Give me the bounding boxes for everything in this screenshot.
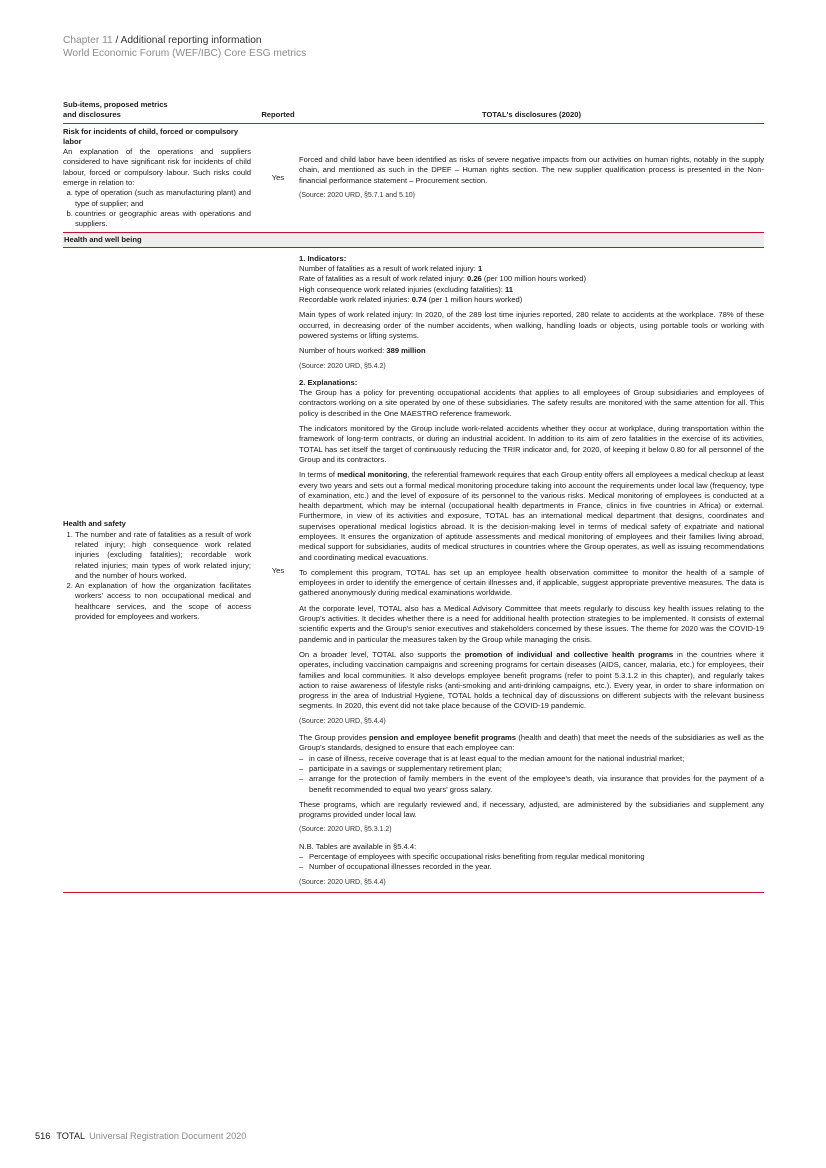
metric-title: Health and safety bbox=[63, 519, 126, 529]
list-item: – Number of occupational illnesses recorded in the year. bbox=[309, 862, 764, 872]
benefits-list bbox=[299, 754, 764, 795]
list-item: a. type of operation (such as manufacturing plant) and type of supplier; and bbox=[75, 188, 251, 209]
chapter-subtitle: World Economic Forum (WEF/IBC) Core ESG metrics bbox=[63, 48, 307, 59]
chapter-section: Additional reporting information bbox=[120, 35, 262, 46]
indicator-high-consequence: High consequence work related injuries (excluding fatalities): 11 bbox=[299, 284, 514, 294]
explanation-paragraph: In terms of medical monitoring, the referential framework requires that each Group entity offers all employees a medical checkup at least every two years and sets out a formal medical monitoring procedure taking into account the requirements under local law (frequency, type of examination, etc.) and the level of exposure of its personnel to the various risks. Medical monitoring of employees is conducted at a health department, which may be internal (occupational health departments in France, clinics in five countries in Africa) or external. Furthermore, in view of its activities and exposure, TOTAL has an international medical department that designs, coordinates and supervises operational medical logistics abroad. It is the decision-making level in terms of medical safety of expatriate and national employees. It ensures the organization of aptitude assessments and medical monitoring of employees and their families living abroad, medical support for subsidiaries, audits of medical structures in countries where the Group operates, as well as issuing recommendations and coordinating medical evacuations. bbox=[299, 470, 765, 562]
disclosure-cell bbox=[299, 247, 764, 892]
source-note: (Source: 2020 URD, §5.4.4) bbox=[299, 878, 386, 886]
explanations-heading: 2. Explanations: bbox=[299, 377, 358, 387]
column-header-disclosures: TOTAL's disclosures (2020) bbox=[299, 100, 764, 123]
esg-metrics-table bbox=[63, 100, 764, 893]
disclosure-text: Forced and child labor have been identified as risks of severe negative impacts from our activities on human rights, notably in the supply chain, and mentioned as such in the DPEF – Human rights section. The new supplier qualification process is presented in the Non-financial performance statement – Procurement section. bbox=[299, 154, 764, 185]
source-note: (Source: 2020 URD, §5.4.2) bbox=[299, 362, 386, 370]
page-footer bbox=[35, 1131, 246, 1141]
explanation-paragraph: On a broader level, TOTAL also supports the promotion of individual and collective health programs in the countries where it operates, including vaccination campaigns and screening programs for certain diseases (AIDS, cancer, malaria, etc.) for employees, their families and local communities. It also develops employee benefit programs (refer to point 5.3.1.2 in this chapter), and regularly takes action to raise awareness of lifestyle risks (anti-smoking and anti-drinking campaigns, etc.). Every year, in order to share information on progress in the area of Industrial Hygiene, TOTAL holds a technical day of discussions on different subjects with the relevant business segments. In 2020, this event did not take place because of the COVID-19 pandemic. bbox=[299, 649, 764, 711]
main-injury-types: Main types of work related injury: In 2020, of the 289 lost time injuries reported, 280 relate to accidents at the workplace. 78% of these occurred, in decreasing order of the number accidents, when walking, handling loads or objects, using portable tools or working with powered systems or lifting systems. bbox=[299, 310, 764, 340]
source-note: (Source: 2020 URD, §5.3.1.2) bbox=[299, 826, 392, 834]
explanation-paragraph: The indicators monitored by the Group include work-related accidents whether they occur at workplace, during transportation within the framework of long-term contracts, or during an industrial accident. In addition to its aim of zero fatalities in the exercise of its activities, TOTAL has set itself the target of continuously reducing the TRIR indicator and, for 2020, of keeping it below 0.80 for all personnel of the Group and its contractors. bbox=[299, 424, 764, 464]
section-title: Health and well being bbox=[63, 232, 764, 247]
list-item: 2. An explanation of how the organization facilitates workers' access to non occupational medical and healthcare services, and the scope of access provided for employees and workers. bbox=[75, 581, 251, 622]
metric-cell bbox=[63, 123, 257, 232]
page-number: 516 bbox=[35, 1131, 51, 1141]
reported-value: Yes bbox=[257, 123, 299, 232]
list-item: – arrange for the protection of family members in the event of the employee's death, via insurance that provides for the payment of a benefit recommended to equal two years' gross salary. bbox=[309, 774, 764, 795]
column-header-reported: Reported bbox=[257, 100, 299, 123]
list-item: – participate in a savings or supplementary retirement plan; bbox=[309, 764, 764, 774]
metric-list bbox=[63, 530, 251, 623]
indicators-heading: 1. Indicators: bbox=[299, 253, 347, 263]
benefits-review: These programs, which are regularly reviewed and, if necessary, adjusted, are administered by the subsidiaries and supplement any programs provided under local law. bbox=[299, 799, 764, 820]
metric-title: Risk for incidents of child, forced or compulsory labor bbox=[63, 126, 239, 146]
table-header-row bbox=[63, 100, 764, 123]
table-row bbox=[63, 247, 764, 892]
footer-brand: TOTAL bbox=[56, 1131, 86, 1141]
footer-document: Universal Registration Document 2020 bbox=[89, 1131, 247, 1141]
list-item: – in case of illness, receive coverage that is at least equal to the median amount for the national industrial market; bbox=[309, 754, 764, 764]
source-note: (Source: 2020 URD, §5.4.4) bbox=[299, 717, 386, 725]
list-item: 1. The number and rate of fatalities as a result of work related injury; high consequence work related injuries (excluding fatalities); recordable work related injuries; main types of work related injury; and the number of hours worked. bbox=[75, 530, 251, 581]
explanation-paragraph: The Group has a policy for preventing occupational accidents that applies to all employees of Group subsidiaries and employees of contractors working on a site operated by one of these subsidiaries. The safety results are monitored with the same attention for all. This policy is described in the One MAESTRO reference framework. bbox=[299, 388, 764, 418]
column-header-sub-items: Sub-items, proposed metrics and disclosures bbox=[63, 100, 257, 123]
indicator-hours: Number of hours worked: 389 million bbox=[299, 346, 426, 356]
explanation-paragraph: At the corporate level, TOTAL also has a Medical Advisory Committee that meets regularly to discuss key health issues relating to the Group's activities. It decides whether there is a need for additional health protection strategies to be implemented. It consists of external scientific experts and the Group's senior executives and stakeholders concerned by these issues. The theme for 2020 was the COVID-19 pandemic and in particular the measures taken by the Group while managing the crisis. bbox=[299, 603, 764, 644]
metric-cell bbox=[63, 247, 257, 892]
table-row bbox=[63, 123, 764, 232]
chapter-header bbox=[63, 34, 306, 60]
chapter-separator: / bbox=[112, 35, 121, 46]
reported-value: Yes bbox=[257, 247, 299, 892]
metric-list bbox=[63, 188, 251, 229]
chapter-title bbox=[63, 34, 306, 47]
source-note: (Source: 2020 URD, §5.7.1 and 5.10) bbox=[299, 191, 415, 199]
benefits-intro: The Group provides pension and employee benefit programs (health and death) that meet the needs of the subsidiaries as well as the Group's standards, designed to ensure that each employee can: bbox=[299, 733, 765, 753]
metric-intro: An explanation of the operations and suppliers considered to have significant risk for incidents of child labour, forced or compulsory labour. Such risks could emerge in relation to: bbox=[63, 147, 251, 188]
indicator-recordable: Recordable work related injuries: 0.74 (per 1 million hours worked) bbox=[299, 295, 523, 305]
list-item: – Percentage of employees with specific occupational risks benefiting from regular medical monitoring bbox=[309, 852, 764, 862]
indicator-fatalities: Number of fatalities as a result of work related injury: 1 bbox=[299, 264, 483, 274]
explanation-paragraph: To complement this program, TOTAL has set up an employee health observation committee to monitor the health of a sample of employees in order to identify the emergence of certain illnesses and, if applicable, suggest appropriate preventive measures. The data is gathered anonymously during medical examinations worldwide. bbox=[299, 567, 764, 598]
nb-heading: N.B. Tables are available in §5.4.4: bbox=[299, 841, 417, 851]
list-item: b. countries or geographic areas with operations and suppliers. bbox=[75, 209, 251, 230]
nb-list bbox=[299, 852, 764, 873]
indicator-fatality-rate: Rate of fatalities as a result of work related injury: 0.26 (per 100 million hours worked) bbox=[299, 274, 587, 284]
disclosure-cell bbox=[299, 123, 764, 232]
chapter-label: Chapter 11 bbox=[63, 35, 113, 46]
section-row bbox=[63, 232, 764, 247]
